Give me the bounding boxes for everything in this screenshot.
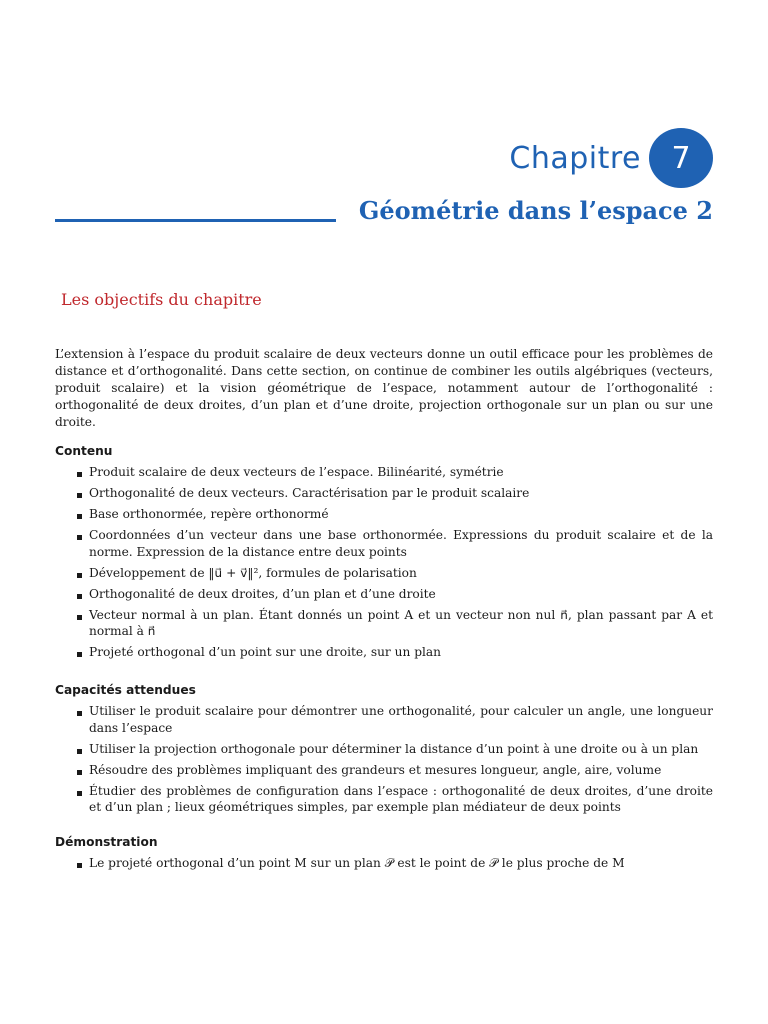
list-item: Étudier des problèmes de configuration dans l’espace : orthogonalité de deux droites, d’une droite et d’un plan ; lieux géométriques simples, par exemple plan médiateur de deux points [55, 783, 713, 816]
capacites-list [55, 703, 713, 816]
chapter-header [509, 128, 713, 188]
objectives-heading: Les objectifs du chapitre [61, 290, 262, 309]
list-item: Résoudre des problèmes impliquant des grandeurs et mesures longueur, angle, aire, volume [55, 762, 713, 779]
chapter-title: Géométrie dans l’espace 2 [358, 196, 713, 225]
chapter-label: Chapitre [509, 140, 641, 176]
section-capacites [55, 683, 713, 820]
section-title: Capacités attendues [55, 683, 196, 697]
list-item: Développement de ‖u⃗ + v⃗‖², formules de polarisation [55, 565, 713, 582]
chapter-number-badge: 7 [649, 128, 713, 188]
list-item: Utiliser la projection orthogonale pour déterminer la distance d’un point à une droite ou à un plan [55, 741, 713, 758]
demonstration-list [55, 855, 713, 872]
list-item: Vecteur normal à un plan. Étant donnés un point A et un vecteur non nul n⃗, plan passant par A et normal à n⃗ [55, 607, 713, 640]
contenu-list [55, 464, 713, 661]
section-title: Contenu [55, 444, 113, 458]
intro-paragraph: L’extension à l’espace du produit scalaire de deux vecteurs donne un outil efficace pour les problèmes de distance et d’orthogonalité. Dans cette section, on continue de combiner les outils algébriques (vecteurs, produit scalaire) et la vision géométrique de l’espace, notamment autour de l’orthogonalité : orthogonalité de deux droites, d’un plan et d’une droite, projection orthogonale sur un plan ou sur une droite. [55, 347, 713, 429]
list-item: Coordonnées d’un vecteur dans une base orthonormée. Expressions du produit scalaire et de la norme. Expression de la distance entre deux points [55, 527, 713, 560]
list-item: Utiliser le produit scalaire pour démontrer une orthogonalité, pour calculer un angle, une longueur dans l’espace [55, 703, 713, 736]
section-title: Démonstration [55, 835, 158, 849]
section-contenu [55, 444, 713, 665]
list-item: Le projeté orthogonal d’un point M sur un plan 𝒫 est le point de 𝒫 le plus proche de M [55, 855, 713, 872]
list-item: Produit scalaire de deux vecteurs de l’espace. Bilinéarité, symétrie [55, 464, 713, 481]
list-item: Base orthonormée, repère orthonormé [55, 506, 713, 523]
list-item: Orthogonalité de deux vecteurs. Caractérisation par le produit scalaire [55, 485, 713, 502]
title-rule [55, 219, 336, 222]
section-demonstration [55, 835, 713, 876]
list-item: Orthogonalité de deux droites, d’un plan et d’une droite [55, 586, 713, 603]
list-item: Projeté orthogonal d’un point sur une droite, sur un plan [55, 644, 713, 661]
